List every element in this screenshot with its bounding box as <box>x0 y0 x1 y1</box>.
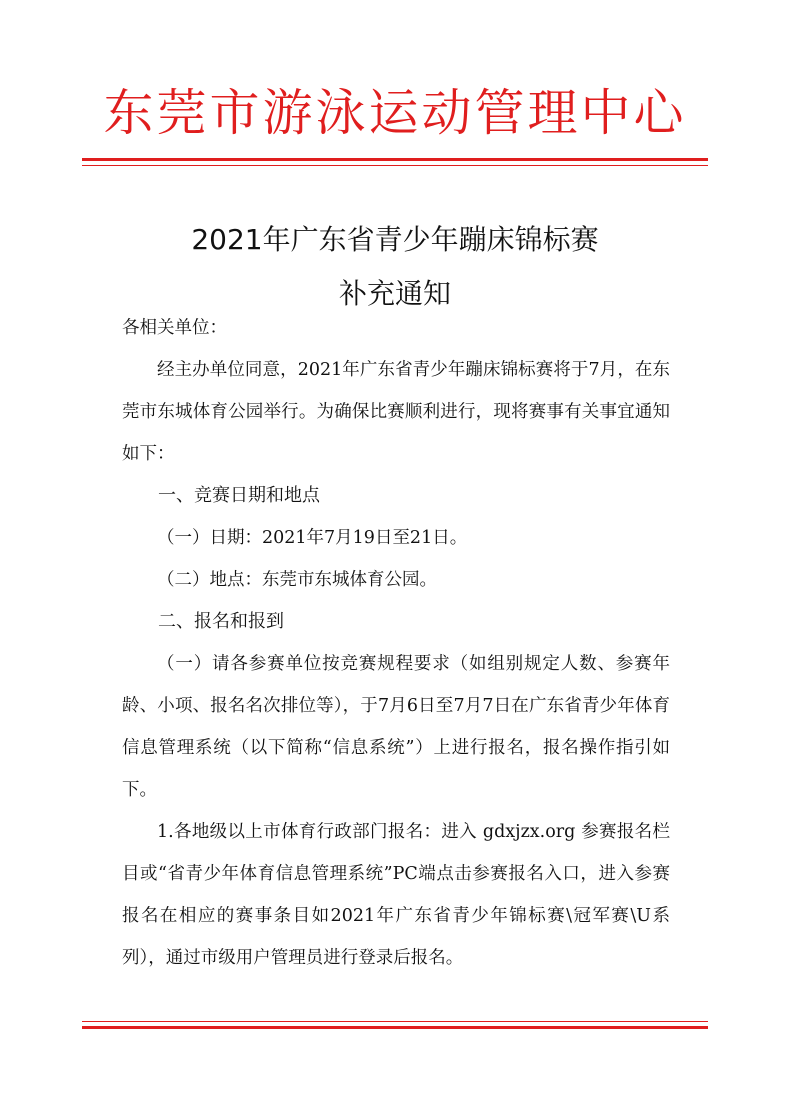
document-body <box>122 307 670 979</box>
footer-rule-thick <box>82 1026 708 1029</box>
section-1-item-venue: （二）地点：东莞市东城体育公园。 <box>157 570 437 590</box>
document-subtitle: 补充通知 <box>338 277 451 310</box>
header-rule-thick <box>82 158 708 161</box>
salutation: 各相关单位： <box>122 318 227 338</box>
header-rule-thin <box>82 165 708 166</box>
section-2-step-1: 1.各地级以上市体育行政部门报名：进入 gdxjzx.org 参赛报名栏目或“省青少年体育信息管理系统”PC端点击参赛报名入口，进入参赛报名在相应的赛事条目如2021年广东省青少年锦标赛\冠军赛\U系列），通过市级用户管理员进行登录后报名。 <box>122 822 670 968</box>
footer-rule-thin <box>82 1021 708 1022</box>
document-title: 2021年广东省青少年蹦床锦标赛 <box>191 223 599 256</box>
section-2-heading: 二、报名和报到 <box>158 611 284 632</box>
section-2-item-registration: （一）请各参赛单位按竞赛规程要求（如组别规定人数、参赛年龄、小项、报名名次排位等），于7月6日至7月7日在广东省青少年体育信息管理系统（以下简称“信息系统”）上进行报名，报名操作指引如下。 <box>122 654 670 800</box>
section-1-heading: 一、竞赛日期和地点 <box>158 485 320 506</box>
section-1-item-date: （一）日期：2021年7月19日至21日。 <box>157 528 468 548</box>
org-name-header: 东莞市游泳运动管理中心 <box>103 84 687 142</box>
intro-paragraph: 经主办单位同意，2021年广东省青少年蹦床锦标赛将于7月，在东莞市东城体育公园举行。为确保比赛顺利进行，现将赛事有关事宜通知如下： <box>122 360 670 464</box>
